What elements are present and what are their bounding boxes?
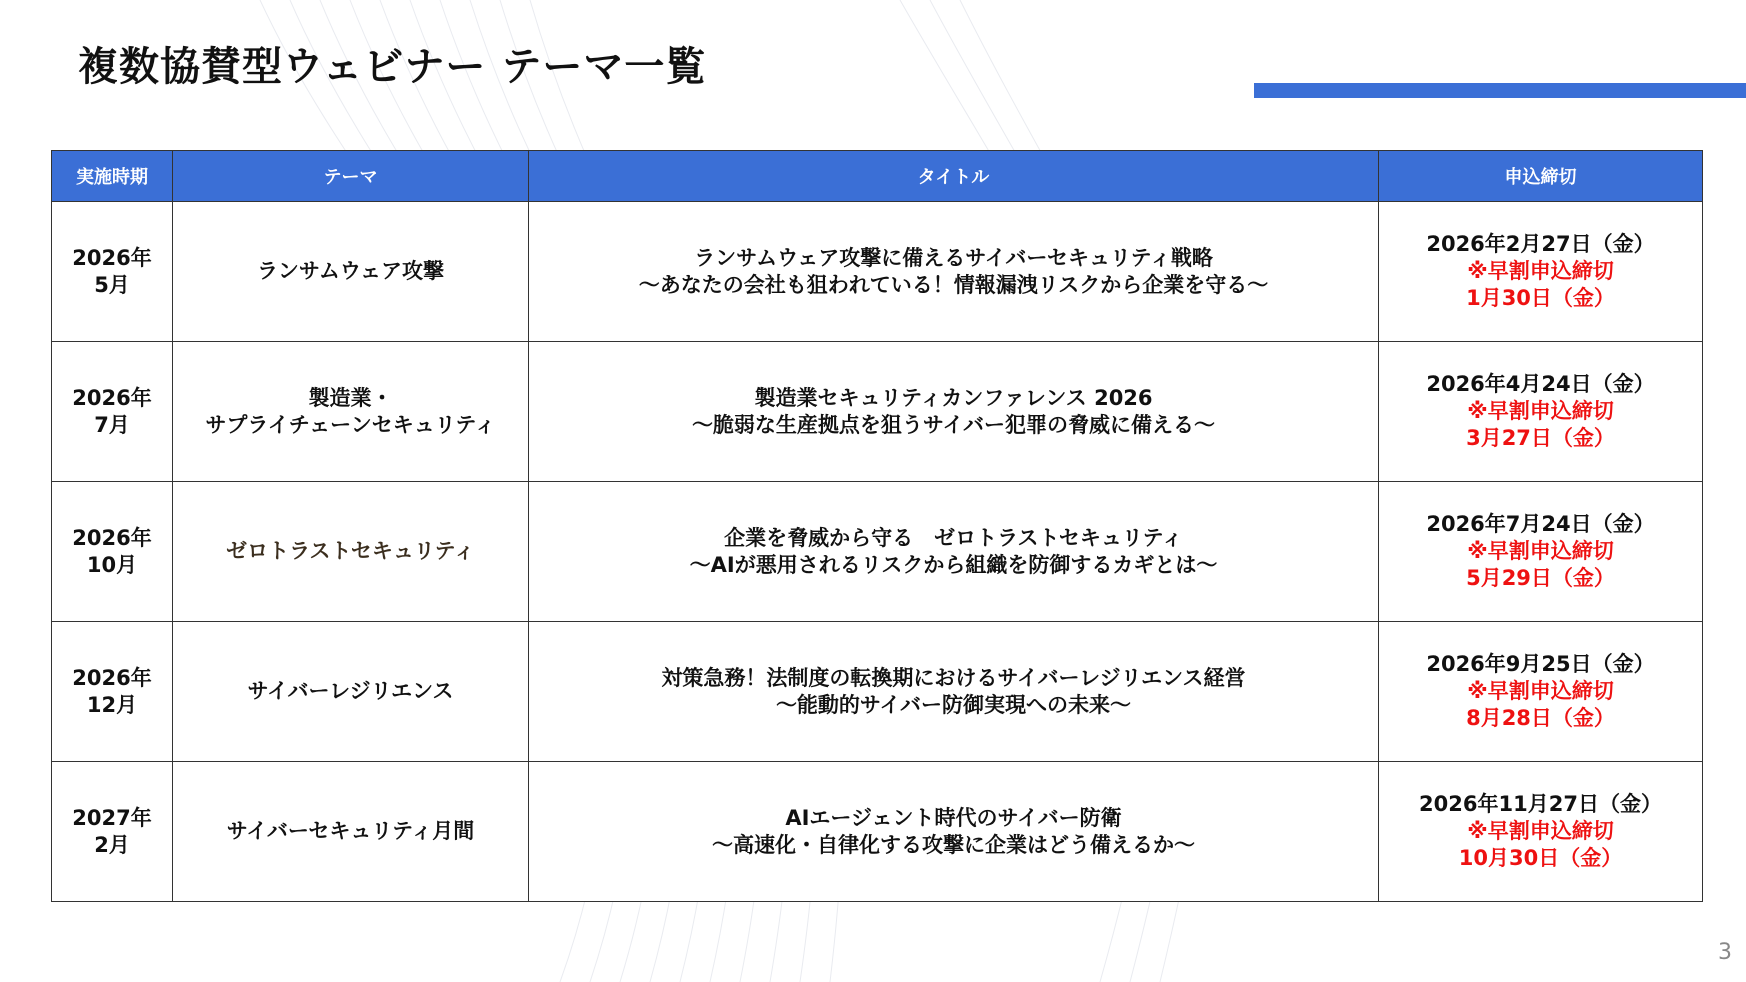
early-deadline-date: 3月27日（金）: [1466, 426, 1615, 450]
period-year: 2026年: [72, 385, 152, 410]
page-title: 複数協賛型ウェビナー テーマ一覧: [78, 44, 707, 90]
period-month: 10月: [86, 552, 138, 577]
title-subtitle: ～高速化・自律化する攻撃に企業はどう備えるか～: [712, 832, 1195, 857]
theme-text: ゼロトラストセキュリティ: [226, 539, 475, 563]
deadline-date: 2026年9月25日（金）: [1426, 652, 1655, 676]
early-deadline-date: 8月28日（金）: [1466, 706, 1615, 730]
header-title: タイトル: [529, 151, 1379, 202]
header-period: 実施時期: [52, 151, 173, 202]
deadline-date: 2026年7月24日（金）: [1426, 512, 1655, 536]
deadline-cell: [1379, 762, 1703, 902]
table-row: [52, 342, 1703, 482]
early-deadline-date: 1月30日（金）: [1466, 286, 1615, 310]
deadline-cell: [1379, 482, 1703, 622]
theme-cell: [173, 622, 529, 762]
title-subtitle: ～AIが悪用されるリスクから組織を防御するカギとは～: [689, 552, 1218, 577]
title-cell: [529, 762, 1379, 902]
period-month: 5月: [94, 272, 130, 297]
theme-text: 製造業・: [308, 385, 393, 410]
title-main: 対策急務！法制度の転換期におけるサイバーレジリエンス経営: [661, 665, 1246, 690]
period-year: 2026年: [72, 245, 152, 270]
theme-cell: [173, 762, 529, 902]
title-subtitle: ～能動的サイバー防御実現への未来～: [775, 692, 1132, 717]
theme-cell: [173, 202, 529, 342]
deadline-date: 2026年2月27日（金）: [1426, 232, 1655, 256]
period-month: 7月: [94, 412, 130, 437]
table-row: [52, 482, 1703, 622]
header-deadline: 申込締切: [1379, 151, 1703, 202]
theme-text: サイバーレジリエンス: [247, 679, 454, 703]
early-deadline-label: ※早割申込締切: [1467, 259, 1614, 283]
theme-cell: [173, 342, 529, 482]
period-year: 2026年: [72, 665, 152, 690]
table-header-row: [52, 151, 1703, 202]
webinar-theme-table: [51, 150, 1703, 902]
early-deadline-label: ※早割申込締切: [1467, 539, 1614, 563]
theme-cell: [173, 482, 529, 622]
deadline-cell: [1379, 202, 1703, 342]
period-month: 2月: [94, 832, 130, 857]
period-year: 2026年: [72, 525, 152, 550]
table-row: [52, 622, 1703, 762]
header-theme: テーマ: [173, 151, 529, 202]
deadline-cell: [1379, 622, 1703, 762]
period-cell: [52, 482, 173, 622]
page-number: 3: [1718, 940, 1732, 965]
title-main: 企業を脅威から守る ゼロトラストセキュリティ: [724, 525, 1183, 550]
period-cell: [52, 342, 173, 482]
title-main: 製造業セキュリティカンファレンス 2026: [754, 385, 1153, 410]
early-deadline-label: ※早割申込締切: [1467, 679, 1614, 703]
early-deadline-date: 10月30日（金）: [1458, 846, 1623, 870]
title-subtitle: ～あなたの会社も狙われている！情報漏洩リスクから企業を守る～: [638, 272, 1269, 297]
title-cell: [529, 342, 1379, 482]
period-cell: [52, 202, 173, 342]
title-cell: [529, 202, 1379, 342]
theme-text: サプライチェーンセキュリティ: [205, 412, 496, 437]
table-row: [52, 762, 1703, 902]
early-deadline-label: ※早割申込締切: [1467, 819, 1614, 843]
deadline-cell: [1379, 342, 1703, 482]
table-row: [52, 202, 1703, 342]
deadline-date: 2026年11月27日（金）: [1419, 792, 1662, 816]
period-cell: [52, 762, 173, 902]
early-deadline-date: 5月29日（金）: [1466, 566, 1615, 590]
title-cell: [529, 622, 1379, 762]
title-main: AIエージェント時代のサイバー防衛: [785, 805, 1122, 830]
theme-text: サイバーセキュリティ月間: [226, 819, 475, 843]
period-year: 2027年: [72, 805, 152, 830]
accent-bar: [1254, 83, 1746, 98]
title-cell: [529, 482, 1379, 622]
title-subtitle: ～脆弱な生産拠点を狙うサイバー犯罪の脅威に備える～: [691, 412, 1216, 437]
period-month: 12月: [86, 692, 138, 717]
period-cell: [52, 622, 173, 762]
early-deadline-label: ※早割申込締切: [1467, 399, 1614, 423]
title-main: ランサムウェア攻撃に備えるサイバーセキュリティ戦略: [694, 245, 1213, 270]
theme-text: ランサムウェア攻撃: [256, 259, 445, 283]
deadline-date: 2026年4月24日（金）: [1426, 372, 1655, 396]
